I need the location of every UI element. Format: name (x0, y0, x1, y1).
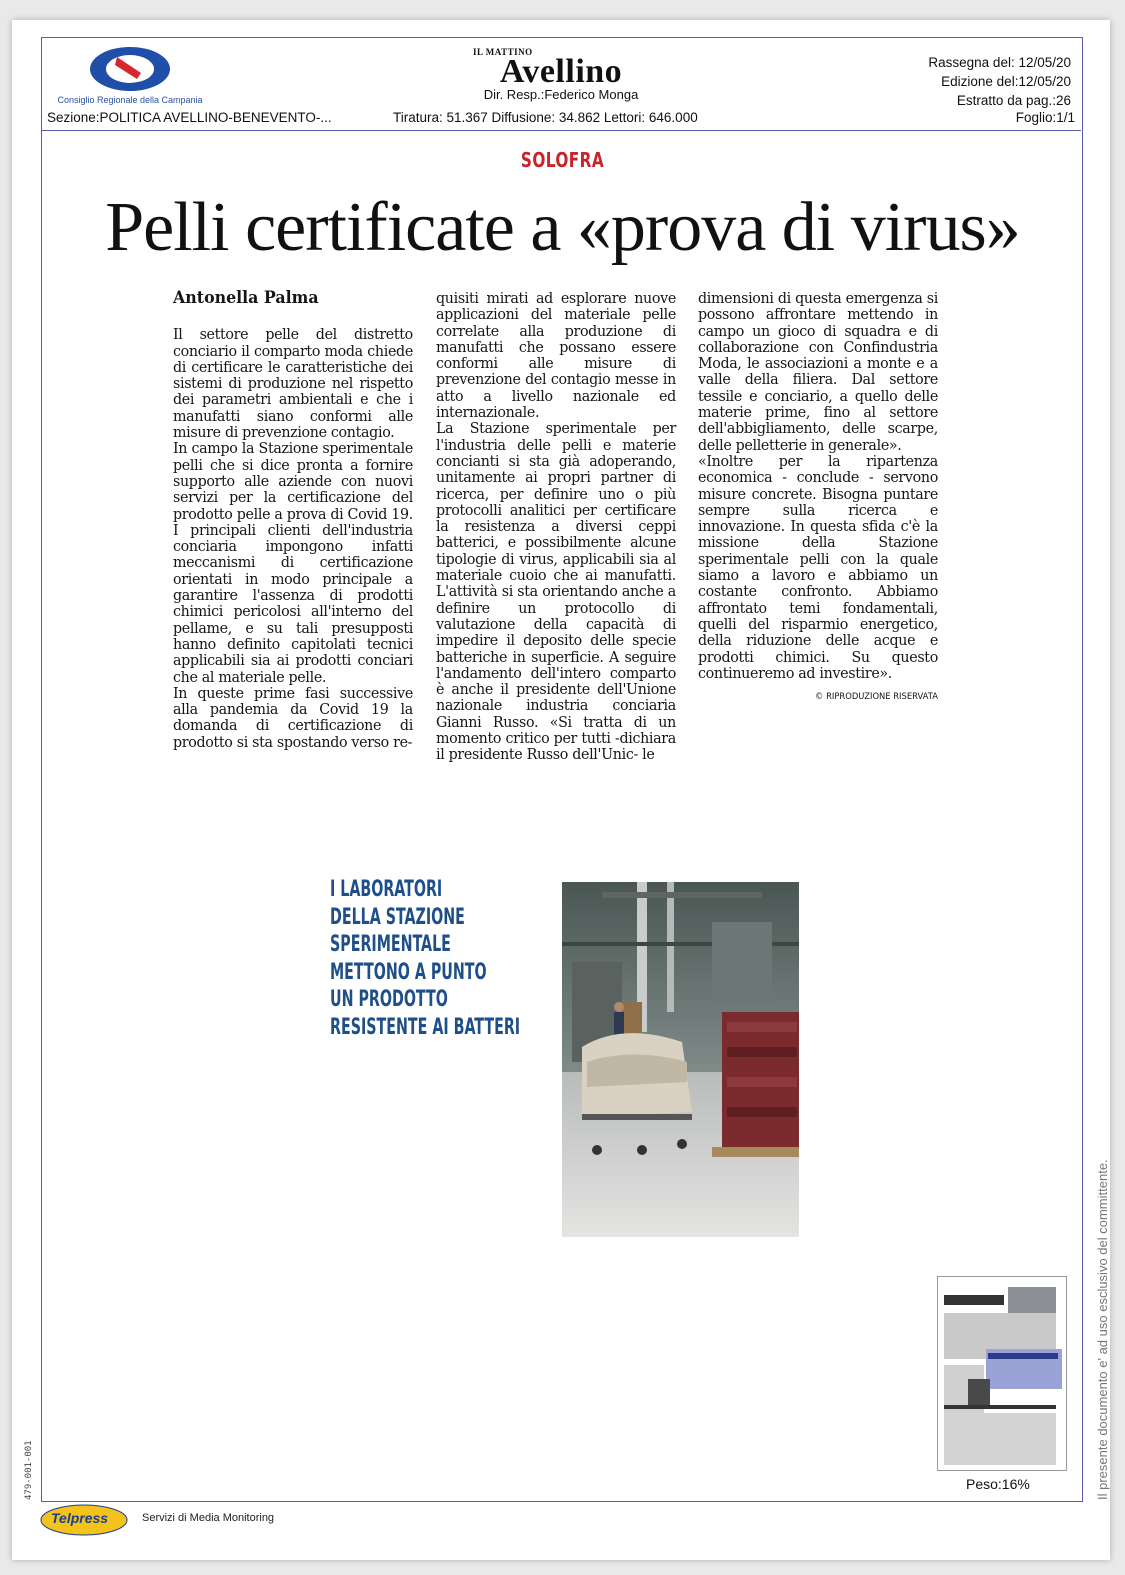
article-column-1 (173, 290, 413, 750)
circulation-stats: Tiratura: 51.367 Diffusione: 34.862 Lettori: 646.000 (393, 110, 698, 125)
caption-line: RESISTENTE AI BATTERI (330, 1014, 521, 1040)
copyright-notice: © RIPRODUZIONE RISERVATA (815, 692, 938, 703)
caption-line: METTONO A PUNTO (330, 959, 487, 985)
article-kicker: SOLOFRA (520, 148, 605, 172)
paragraph: dimensioni di questa emergenza si possono affrontare mettendo in campo un gioco di squadra e di collaborazione con Confindustria Moda, le associazioni a monte e a valle della filiera. Dal settore tessile e conciario, a quello delle materie prime, fino al settore dell'abbigliamento, delle scarpe, delle pelletterie in generale». (698, 289, 938, 454)
article-column-3 (698, 290, 938, 705)
director-line: Dir. Resp.:Federico Monga (483, 87, 639, 102)
paragraph: Il settore pelle del distretto conciario il comparto moda chiede di certificare le caratteristiche dei sistemi di produzione nel rispetto dei parametri ambientali e che i manufatti siano conformi alle misure di prevenzione contagio. (173, 325, 413, 442)
estratto-page: Estratto da pag.:26 (956, 93, 1071, 108)
weight-label: Peso:16% (966, 1476, 1030, 1492)
paragraph: In queste prime fasi successive alla pandemia da Covid 19 la domanda di certificazione di prodotto si sta spostando verso re- (173, 683, 413, 751)
rassegna-date: Rassegna del: 12/05/20 (928, 55, 1071, 70)
paragraph: In campo la Stazione sperimentale pelli che si dice pronta a fornire supporto alle aziende con nuovi servizi per la certificazione del prodotto pelle a prova di Covid 19. I principali clienti dell'industria conciaria impongono infatti meccanismi di certificazione orientati in modo principale a garantire l'assenza di prodotti chimici pericolosi all'interno del pellame, e su tali presupposti hanno definito capitolati tecnici applicabili sia ai prodotti conciari che al materiale pelle. (173, 439, 413, 686)
disclaimer-text: Il presente documento e' ad uso esclusivo del committente. (1095, 1159, 1110, 1500)
paragraph: quisiti mirati ad esplorare nuove applicazioni del materiale pelle correlate alla produzione di manufatti che possano essere conformi alle misure di prevenzione del contagio messe in atto a livello nazionale ed internazionale. (436, 289, 676, 422)
caption-line: UN PRODOTTO (330, 987, 448, 1012)
caption-line: SPERIMENTALE (330, 932, 451, 957)
section-label: Sezione:POLITICA AVELLINO-BENEVENTO-... (47, 110, 332, 125)
issue-info (928, 53, 1071, 110)
caption-line: I LABORATORI (330, 877, 443, 902)
press-header (41, 37, 1081, 131)
sheet-number: Foglio:1/1 (1015, 110, 1075, 125)
article-headline: Pelli certificate a «prova di virus» (105, 189, 1020, 266)
page-thumbnail (937, 1276, 1067, 1471)
campania-council-logo-icon (55, 43, 205, 105)
paragraph: «Inoltre per la ripartenza economica - conclude - servono misure concrete. Bisogna puntare sempre sulla ricerca e innovazione. In questa sfida c'è la missione della Stazione sperimentale pelli con la quale siamo a lavoro e abbiamo un costante confronto. Abbiamo affrontato temi fondamentali, quelli del risparmio energetico, della riduzione delle acque e prodotti chimici. Su questo continueremo ad investire». (698, 451, 938, 682)
masthead-title: Avellino (499, 53, 623, 90)
caption-line: DELLA STAZIONE (330, 904, 465, 930)
telpress-wordmark: Telpress (51, 1510, 109, 1526)
masthead-small: IL MATTINO (473, 47, 533, 57)
logo-caption: Consiglio Regionale della Campania (57, 95, 203, 105)
document-code: 479-001-001 (24, 1440, 34, 1500)
article-column-2 (436, 290, 676, 763)
services-label: Servizi di Media Monitoring (142, 1512, 275, 1524)
photo-caption (330, 876, 520, 1041)
tannery-photo (562, 882, 799, 1237)
edizione-date: Edizione del:12/05/20 (941, 74, 1071, 89)
article-author: Antonella Palma (173, 288, 319, 308)
paragraph: La Stazione sperimentale per l'industria delle pelli e materie concianti si sta già adoperando, unitamente ai propri partner di ricerca, per definire uno o più protocolli analitici per certificare la resistenza a diversi ceppi batterici, e possibilmente alcune tipologie di virus, applicabili sia al materiale cuoio che ai manufatti. L'attività si sta orientando anche a definire un protocollo di valutazione della capacità di impedire il deposito delle specie batteriche in superficie. A seguire l'andamento dell'intero comparto è anche il presidente dell'Unione nazionale industria conciaria Gianni Russo. «Si tratta di un momento critico per tutti -dichiara il presidente Russo dell'Unic- le (436, 419, 676, 764)
masthead (461, 47, 661, 102)
